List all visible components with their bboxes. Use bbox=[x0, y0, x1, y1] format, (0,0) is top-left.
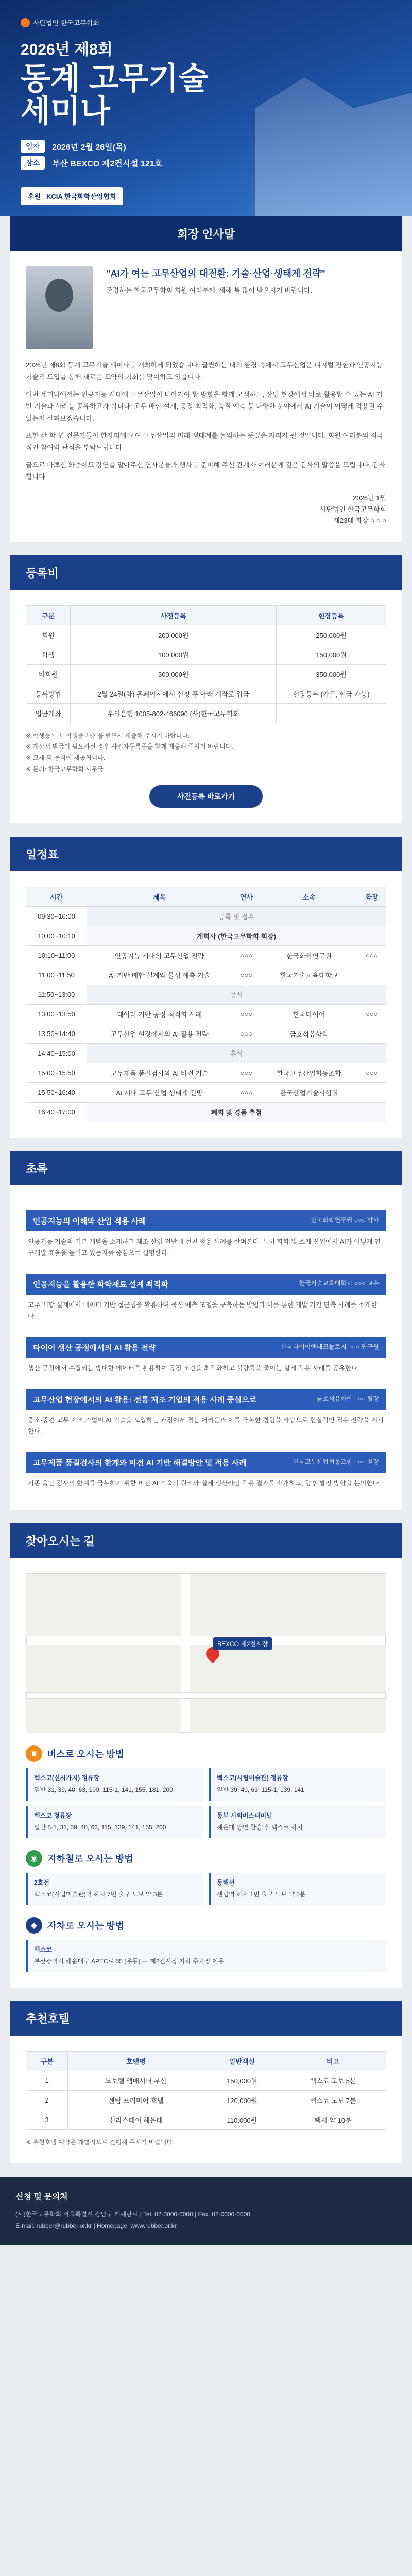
route-detail: 벡스코(시립미술관)역 하차 7번 출구 도보 약 3분 bbox=[34, 1891, 163, 1899]
schedule-chair bbox=[357, 1024, 386, 1044]
table-cell: 3 bbox=[26, 2110, 68, 2129]
schedule-speaker: ○○○ bbox=[232, 1083, 261, 1103]
schedule-item: 휴식 bbox=[87, 1044, 386, 1063]
abstract-title-text: 인공지능을 활용한 화학재료 설계 최적화 bbox=[33, 1280, 169, 1289]
greeting-signature bbox=[26, 493, 386, 527]
route-card bbox=[26, 1873, 203, 1905]
greeting-headline: "AI가 여는 고무산업의 대전환: 기술·산업·생태계 전략" bbox=[106, 268, 325, 279]
event-title-line2: 세미나 bbox=[21, 94, 110, 128]
schedule-time: 10:00~10:10 bbox=[26, 926, 87, 946]
abstract-title bbox=[26, 1274, 386, 1295]
table-cell: 학생 bbox=[26, 645, 71, 664]
schedule-chair bbox=[357, 965, 386, 985]
table-cell: 100,000원 bbox=[71, 645, 277, 664]
table-cell: 신라스테이 해운대 bbox=[68, 2110, 204, 2129]
abstract-title bbox=[26, 1210, 386, 1231]
table-cell: 벡스코 도보 7분 bbox=[280, 2090, 386, 2110]
org-logo bbox=[21, 18, 391, 27]
route-name: 동해선 bbox=[217, 1878, 235, 1886]
hero-banner bbox=[0, 0, 412, 216]
table-header-cell: 구분 bbox=[26, 605, 71, 625]
schedule-time: 13:50~14:40 bbox=[26, 1024, 87, 1044]
schedule-time: 09:30~10:00 bbox=[26, 907, 87, 926]
route-card bbox=[26, 1940, 386, 1972]
schedule-row bbox=[26, 1044, 386, 1063]
route-name: 벡스코 bbox=[34, 1946, 52, 1954]
schedule-speaker: ○○○ bbox=[232, 946, 261, 965]
table-header-cell: 호텔명 bbox=[68, 2051, 204, 2071]
note-line: ※ 계산서 발급이 필요하신 경우 사업자등록증을 함께 제출해 주시기 바랍니다. bbox=[26, 743, 233, 751]
section-title: 찾아오시는 길 bbox=[10, 1523, 402, 1558]
pre-register-button[interactable]: 사전등록 바로가기 bbox=[149, 785, 263, 808]
section-title: 일정표 bbox=[10, 837, 402, 871]
footer-contact: E-mail. rubber@rubber.or.kr | Homepage. www.rubber.or.kr bbox=[15, 2222, 177, 2229]
schedule-time: 11:50~13:00 bbox=[26, 985, 87, 1005]
schedule-affiliation: 한국화학연구원 bbox=[261, 946, 357, 965]
abstract-speaker: 한국기술교육대학교 ○○○ 교수 bbox=[299, 1279, 379, 1287]
map-road bbox=[26, 1636, 386, 1645]
table-row bbox=[26, 2090, 386, 2110]
schedule-chair: ○○○ bbox=[357, 1005, 386, 1024]
table-row bbox=[26, 664, 386, 684]
section-title: 회장 인사말 bbox=[10, 216, 402, 251]
table-cell: 벡스코 도보 5분 bbox=[280, 2071, 386, 2090]
schedule-affiliation: 한국타이어 bbox=[261, 1005, 357, 1024]
table-cell: 150,000원 bbox=[277, 645, 386, 664]
route-name: 동부 시외버스터미널 bbox=[217, 1811, 272, 1819]
abstract-title-text: 고무제품 품질검사의 한계와 비전 AI 기반 해결방안 및 적용 사례 bbox=[33, 1459, 247, 1468]
schedule-speaker: ○○○ bbox=[232, 1024, 261, 1044]
abstract-text: 중소·중견 고무 제조 기업이 AI 기술을 도입하는 과정에서 겪는 어려움과 이를 극복한 경험을 바탕으로 현실적인 적용 전략을 제시한다. bbox=[28, 1416, 384, 1435]
table-cell: 택시 약 10분 bbox=[280, 2110, 386, 2129]
map-road bbox=[26, 1692, 386, 1699]
table-cell: 비회원 bbox=[26, 664, 71, 684]
subway-icon: ◉ bbox=[26, 1850, 42, 1867]
sign-date: 2026년 1월 bbox=[353, 494, 386, 502]
schedule-time: 15:00~15:50 bbox=[26, 1063, 87, 1083]
org-name: 사단법인 한국고무학회 bbox=[33, 19, 100, 27]
table-cell: 150,000원 bbox=[204, 2071, 280, 2090]
hotel-table bbox=[26, 2051, 386, 2130]
schedule-row bbox=[26, 1083, 386, 1103]
footer bbox=[0, 2177, 412, 2245]
schedule-chair: ○○○ bbox=[357, 1063, 386, 1083]
schedule-affiliation: 한국기술교육대학교 bbox=[261, 965, 357, 985]
route-detail: 해운대 방면 환승 후 벡스코 하차 bbox=[217, 1823, 303, 1831]
schedule-speaker: ○○○ bbox=[232, 965, 261, 985]
greeting-paragraph: 2026년 제8회 동계 고무기술 세미나를 개최하게 되었습니다. 급변하는 대외 환경 속에서 고무산업은 디지털 전환과 인공지능 기술의 도입을 통해 새로운 도약의 기회를 맞이하고 있습니다. bbox=[26, 361, 383, 381]
schedule-speaker: ○○○ bbox=[232, 1063, 261, 1083]
car-title: 자차로 오시는 방법 bbox=[47, 1921, 125, 1931]
greeting-paragraph: 또한 산·학·연 전문가들이 한자리에 모여 고무산업의 미래 생태계를 논의하는 뜻깊은 자리가 될 것입니다. 회원 여러분의 적극적인 참여와 관심을 부탁드립니다. bbox=[26, 431, 384, 452]
route-card bbox=[209, 1873, 386, 1905]
table-cell: 1 bbox=[26, 2071, 68, 2090]
schedule-table bbox=[26, 887, 386, 1122]
event-edition: 2026년 제8회 bbox=[21, 41, 113, 58]
schedule-row bbox=[26, 1005, 386, 1024]
table-row bbox=[26, 645, 386, 664]
table-header-cell: 일반객실 bbox=[204, 2051, 280, 2071]
footer-address: (사)한국고무학회 서울특별시 강남구 테헤란로 | Tel. 02-0000-0000 | Fax. 02-0000-0000 bbox=[15, 2211, 250, 2218]
schedule-row bbox=[26, 946, 386, 965]
schedule-section bbox=[10, 837, 402, 1138]
schedule-speaker: ○○○ bbox=[232, 1005, 261, 1024]
place-label: 장소 bbox=[21, 156, 45, 170]
schedule-item: 등록 및 접수 bbox=[87, 907, 386, 926]
table-cell: 250,000원 bbox=[277, 625, 386, 645]
table-header-cell: 비고 bbox=[280, 2051, 386, 2071]
schedule-affiliation: 한국산업기술시험원 bbox=[261, 1083, 357, 1103]
schedule-row bbox=[26, 926, 386, 946]
route-name: 벡스코(신시가지) 정류장 bbox=[34, 1774, 100, 1782]
footer-title: 신청 및 문의처 bbox=[15, 2193, 68, 2202]
schedule-chair: ○○○ bbox=[357, 946, 386, 965]
greeting-section bbox=[10, 216, 402, 542]
org-logo-icon bbox=[21, 18, 30, 27]
table-cell bbox=[277, 703, 386, 723]
abstract-title bbox=[26, 1452, 386, 1473]
route-detail: 일반 39, 40, 63, 115-1, 139, 141 bbox=[217, 1786, 304, 1794]
car-icon: ◆ bbox=[26, 1917, 42, 1934]
abstract-title-text: 고무산업 현장에서의 AI 활용: 전통 제조 기업의 적용 사례 중심으로 bbox=[33, 1395, 257, 1404]
schedule-item: 중식 bbox=[87, 985, 386, 1005]
schedule-title: AI 기반 배합 설계와 물성 예측 기술 bbox=[87, 965, 232, 985]
note-line: ※ 교재 및 중식이 제공됩니다. bbox=[26, 754, 106, 761]
sign-name: 제23대 회장 ○ ○ ○ bbox=[333, 516, 386, 524]
table-cell: 300,000원 bbox=[71, 664, 277, 684]
route-detail: 센텀역 하차 1번 출구 도보 약 5분 bbox=[217, 1891, 306, 1899]
sponsor-value: KCIA 한국화학산업협회 bbox=[46, 193, 116, 200]
event-title-line1: 동계 고무기술 bbox=[21, 61, 209, 96]
route-name: 벡스코 정류장 bbox=[34, 1811, 72, 1819]
bus-icon: ▣ bbox=[26, 1745, 42, 1762]
hotel-section bbox=[10, 2001, 402, 2164]
schedule-time: 11:00~11:50 bbox=[26, 965, 87, 985]
schedule-time: 14:40~15:00 bbox=[26, 1044, 87, 1063]
date-value: 2026년 2월 26일(목) bbox=[52, 143, 126, 152]
route-card bbox=[209, 1768, 386, 1800]
note-line: ※ 문의: 한국고무학회 사무국 bbox=[26, 765, 104, 773]
abstract-text: 생산 공정에서 수집되는 방대한 데이터를 활용하여 공정 조건을 최적화하고 불량률을 줄이는 실제 적용 사례를 공유한다. bbox=[28, 1364, 359, 1372]
greeting-lead: 존경하는 한국고무학회 회원 여러분께, 새해 복 많이 받으시기 바랍니다. bbox=[106, 286, 313, 294]
abstract-text: 인공지능 기술의 기본 개념을 소개하고 제조 산업 전반에 걸친 적용 사례를 살펴본다. 특히 화학 및 소재 산업에서 AI가 어떻게 연구개발 효율을 높이고 있는지를 중심으로 설명한다. bbox=[28, 1238, 381, 1257]
sign-org: 사단법인 한국고무학회 bbox=[319, 505, 386, 513]
table-row bbox=[26, 625, 386, 645]
section-title: 초록 bbox=[10, 1151, 402, 1185]
route-name: 2호선 bbox=[34, 1878, 49, 1886]
table-header-cell: 사전등록 bbox=[71, 605, 277, 625]
table-cell: 우리은행 1005-802-466090 (사)한국고무학회 bbox=[71, 703, 277, 723]
abstract-text: 기존 육안 검사의 한계를 극복하기 위한 비전 AI 기술의 원리와 실제 생산라인 적용 결과를 소개하고, 향후 발전 방향을 논의한다. bbox=[28, 1480, 381, 1487]
abstract-speaker: 한국화학연구원 ○○○ 박사 bbox=[311, 1216, 379, 1224]
table-cell: 110,000원 bbox=[204, 2110, 280, 2129]
schedule-time: 15:50~16:40 bbox=[26, 1083, 87, 1103]
registration-notes bbox=[26, 731, 386, 775]
schedule-title: 고무산업 현장에서의 AI 활용 전략 bbox=[87, 1024, 232, 1044]
schedule-row bbox=[26, 965, 386, 985]
table-cell: 120,000원 bbox=[204, 2090, 280, 2110]
table-cell: 입금계좌 bbox=[26, 703, 71, 723]
registration-section bbox=[10, 555, 402, 823]
schedule-affiliation: 금호석유화학 bbox=[261, 1024, 357, 1044]
venue-map[interactable] bbox=[26, 1573, 386, 1733]
table-cell: 2 bbox=[26, 2090, 68, 2110]
schedule-title: 인공지능 시대의 고무산업 전략 bbox=[87, 946, 232, 965]
route-name: 벡스코(시립미술관) 정류장 bbox=[217, 1774, 288, 1782]
abstract-title bbox=[26, 1389, 386, 1410]
table-header-cell: 구분 bbox=[26, 2051, 68, 2071]
abstract-speaker: 금호석유화학 ○○○ 팀장 bbox=[316, 1395, 379, 1402]
schedule-row bbox=[26, 985, 386, 1005]
abstract-text: 고무 배합 설계에서 데이터 기반 접근법을 활용하여 물성 예측 모델을 구축하는 방법과 이를 통한 개발 기간 단축 사례를 소개한다. bbox=[28, 1301, 377, 1320]
subway-title: 지하철로 오시는 방법 bbox=[47, 1853, 133, 1864]
schedule-title: 데이터 기반 공정 최적화 사례 bbox=[87, 1005, 232, 1024]
directions-section bbox=[10, 1523, 402, 1988]
route-detail: 일반 31, 39, 40, 63, 100, 115-1, 141, 155, 181, 200 bbox=[34, 1786, 173, 1794]
schedule-title: AI 시대 고무 산업 생태계 전망 bbox=[87, 1083, 232, 1103]
bus-title: 버스로 오시는 방법 bbox=[47, 1749, 125, 1760]
president-photo bbox=[26, 266, 93, 349]
registration-table bbox=[26, 605, 386, 723]
table-cell: 센텀 프리미어 호텔 bbox=[68, 2090, 204, 2110]
map-label: BEXCO 제2전시장 bbox=[213, 1637, 272, 1650]
abstract-title-text: 인공지능의 이해와 산업 적용 사례 bbox=[33, 1217, 146, 1226]
section-title: 추천호텔 bbox=[10, 2001, 402, 2036]
greeting-paragraph: 이번 세미나에서는 인공지능 시대에 고무산업이 나아가야 할 방향을 함께 모색하고, 산업 현장에서 바로 활용할 수 있는 AI 기반 기술과 사례를 공유하고자 합니다. 고무 배합 설계, 공정 최적화, 품질 예측 등 다양한 분야에서 AI 기술이 어떻게 적용될 수 있는지 살펴보겠습니다. bbox=[26, 390, 384, 422]
schedule-time: 13:00~13:50 bbox=[26, 1005, 87, 1024]
table-header-cell: 소속 bbox=[261, 887, 357, 907]
schedule-row bbox=[26, 907, 386, 926]
table-cell: 노보텔 앰배서더 부산 bbox=[68, 2071, 204, 2090]
abstract-title-text: 타이어 생산 공정에서의 AI 활용 전략 bbox=[33, 1343, 156, 1352]
schedule-item: 폐회 및 경품 추첨 bbox=[87, 1103, 386, 1122]
table-cell: 회원 bbox=[26, 625, 71, 645]
table-cell: 350,000원 bbox=[277, 664, 386, 684]
table-header-cell: 제목 bbox=[87, 887, 232, 907]
table-cell: 2월 24일(화) 홈페이지에서 신청 후 아래 계좌로 입금 bbox=[71, 684, 277, 703]
sponsor-label: 후원 bbox=[28, 193, 41, 200]
table-cell: 200,000원 bbox=[71, 625, 277, 645]
table-row bbox=[26, 684, 386, 703]
route-card bbox=[26, 1806, 203, 1838]
abstract-section bbox=[10, 1151, 402, 1510]
table-header-cell: 현장등록 bbox=[277, 605, 386, 625]
table-header-cell: 시간 bbox=[26, 887, 87, 907]
date-label: 일자 bbox=[21, 140, 45, 153]
table-row bbox=[26, 2110, 386, 2129]
route-card bbox=[26, 1768, 203, 1800]
schedule-row bbox=[26, 1024, 386, 1044]
table-header-cell: 좌장 bbox=[357, 887, 386, 907]
schedule-row bbox=[26, 1103, 386, 1122]
hotel-note: ※ 추천호텔 예약은 개별적으로 진행해 주시기 바랍니다. bbox=[26, 2138, 175, 2146]
abstract-speaker: 한국타이어앤테크놀로지 ○○○ 연구원 bbox=[281, 1343, 379, 1350]
schedule-item: 개회사 (한국고무학회 회장) bbox=[87, 926, 386, 946]
route-card bbox=[209, 1806, 386, 1838]
abstract-speaker: 한국고무산업협동조합 ○○○ 실장 bbox=[293, 1458, 379, 1466]
route-detail: 부산광역시 해운대구 APEC로 55 (우동) — 제2전시장 지하 주차장 이용 bbox=[34, 1958, 225, 1965]
section-title: 등록비 bbox=[10, 555, 402, 590]
greeting-paragraph: 끝으로 바쁘신 와중에도 강연을 맡아주신 연사분들과 행사를 준비해 주신 관계자 여러분께 깊은 감사의 말씀을 드립니다. 감사합니다. bbox=[26, 461, 386, 481]
sponsor-badge bbox=[21, 187, 123, 205]
schedule-row bbox=[26, 1063, 386, 1083]
table-row bbox=[26, 2071, 386, 2090]
route-detail: 일반 5-1, 31, 39, 40, 63, 115, 139, 141, 155, 200 bbox=[34, 1823, 166, 1831]
schedule-title: 고무제품 품질검사와 AI 비전 기술 bbox=[87, 1063, 232, 1083]
schedule-chair bbox=[357, 1083, 386, 1103]
note-line: ※ 학생등록 시 학생증 사본을 반드시 제출해 주시기 바랍니다. bbox=[26, 732, 190, 739]
abstract-title bbox=[26, 1337, 386, 1358]
table-header-cell: 연사 bbox=[232, 887, 261, 907]
map-road bbox=[181, 1574, 190, 1733]
table-cell: 등록방법 bbox=[26, 684, 71, 703]
schedule-time: 16:40~17:00 bbox=[26, 1103, 87, 1122]
table-cell: 현장등록 (카드, 현금 가능) bbox=[277, 684, 386, 703]
table-row bbox=[26, 703, 386, 723]
schedule-affiliation: 한국고무산업협동조합 bbox=[261, 1063, 357, 1083]
place-value: 부산 BEXCO 제2컨시설 121호 bbox=[52, 159, 163, 168]
schedule-time: 10:10~11:00 bbox=[26, 946, 87, 965]
